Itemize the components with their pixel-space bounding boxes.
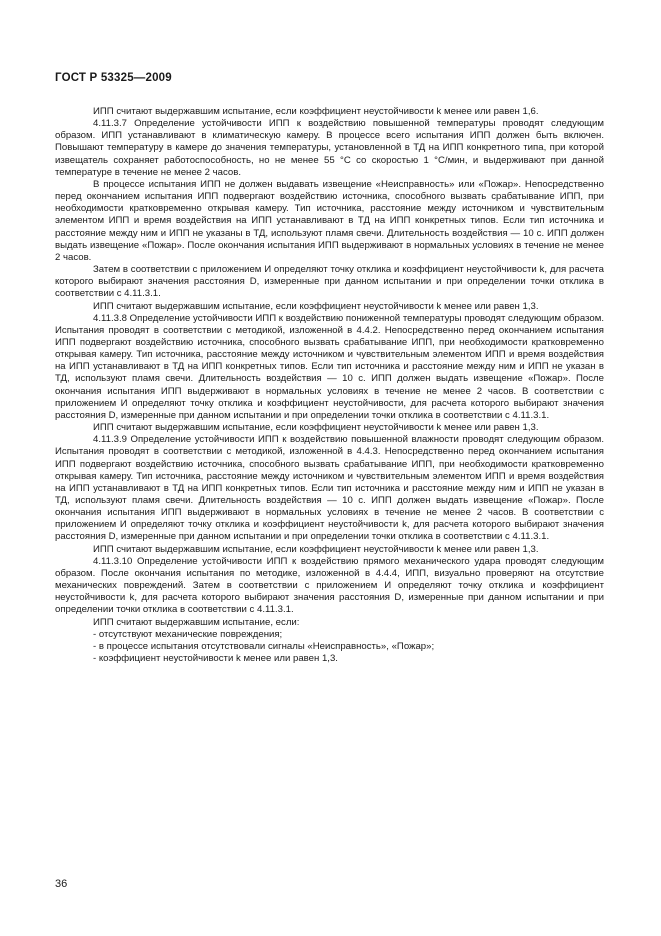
list-item: - в процессе испытания отсутствовали сигналы «Неисправность», «Пожар»; xyxy=(93,640,435,652)
paragraph: В процессе испытания ИПП не должен выдавать извещение «Неисправность» или «Пожар». Непосредственно перед окончанием испытания ИПП подвергают воздействию источника, способного вызвать срабатывание ИПП, при необходимости кратковременно открывая камеру. Тип источника, расстояние между источником и чувствительным элементом ИПП и время воздействия на ИПП устанавливают в ТД на ИПП конкретных типов. Если тип источника и расстояние между ним и ИПП не указаны в ТД, используют пламя свечи. Длительность воздействия — 10 с. ИПП должен выдать извещение «Пожар». После окончания испытания ИПП выдерживают в нормальных условиях в течение не менее 2 часов. xyxy=(55,178,604,263)
paragraph: 4.11.3.7 Определение устойчивости ИПП к воздействию повышенной температуры проводят следующим образом. ИПП устанавливают в климатическую камеру. В процессе всего испытания ИПП должен быть включен. Повышают температуру в камере до значения температуры, установленной в ТД на ИПП конкретного типа, при которой извещатель сохраняет работоспособность, но не менее 55 °С со скоростью 1 °С/мин, и выдерживают при данной температуре в течение не менее 2 часов. xyxy=(55,118,604,178)
page-number: 36 xyxy=(55,878,68,890)
document-body xyxy=(55,106,604,665)
paragraph: 4.11.3.9 Определение устойчивости ИПП к воздействию повышенной влажности проводят следующим образом. Испытания проводят в соответствии с методикой, изложенной в 4.4.3. Непосредственно перед окончанием испытания ИПП подвергают воздействию источника, способного вызвать срабатывание ИПП, при необходимости кратковременно открывая камеру. Тип источника, расстояние между источником и чувствительным элементом ИПП и время воздействия на ИПП устанавливают в ТД на ИПП конкретных типов. Если тип источника и расстояние между ним и ИПП не указан в ТД, используют пламя свечи. Длительность воздействия — 10 с. ИПП должен выдать извещение «Пожар». После окончания испытания ИПП выдерживают в нормальных условиях в течение не менее 2 часов. В соответствии с приложением И определяют точку отклика и коэффициент неустойчивости k, для расчета которого выбирают значения расстояния D, измеренные при данном испытании и при определении точки отклика в соответствии с 4.11.3.1. xyxy=(55,434,604,543)
list-item: - отсутствуют механические повреждения; xyxy=(93,628,283,640)
paragraph: ИПП считают выдержавшим испытание, если: xyxy=(93,616,300,628)
paragraph: ИПП считают выдержавшим испытание, если коэффициент неустойчивости k менее или равен 1,6. xyxy=(93,106,539,117)
paragraph: 4.11.3.10 Определение устойчивости ИПП к воздействию прямого механического удара проводят следующим образом. После окончания испытания по методике, изложенной в 4.4.4, ИПП, визуально проверяют на отсутствие механических повреждений. Затем в соответствии с приложением И определяют точку отклика и коэффициент неустойчивости k, для расчета которого выбирают значения расстояния D, измеренные при данном испытании и при определении точки отклика в соответствии с 4.11.3.1. xyxy=(55,555,604,616)
paragraph: ИПП считают выдержавшим испытание, если коэффициент неустойчивости k менее или равен 1,3. xyxy=(93,422,539,434)
paragraph: ИПП считают выдержавшим испытание, если коэффициент неустойчивости k менее или равен 1,3. xyxy=(93,300,539,312)
document-header: ГОСТ Р 53325—2009 xyxy=(55,72,172,84)
paragraph: Затем в соответствии с приложением И определяют точку отклика и коэффициент неустойчивости k, для расчета которого выбирают значения расстояния D, измеренные при данном испытании и при определении точки отклика в соответствии с 4.11.3.1. xyxy=(55,264,604,300)
paragraph: 4.11.3.8 Определение устойчивости ИПП к воздействию пониженной температуры проводят следующим образом. Испытания проводят в соответствии с методикой, изложенной в 4.4.2. Непосредственно перед окончанием испытания ИПП подвергают воздействию источника, способного вызвать срабатывание ИПП, при необходимости кратковременно открывая камеру. Тип источника, расстояние между источником и чувствительным элементом ИПП и время воздействия на ИПП устанавливают в ТД на ИПП конкретных типов. Если тип источника и расстояние между ним и ИПП не указан в ТД, используют пламя свечи. Длительность воздействия — 10 с. ИПП должен выдать извещение «Пожар». После окончания испытания ИПП выдерживают в нормальных условиях в течение не менее 2 часов. В соответствии с приложением И определяют точку отклика и коэффициент неустойчивости, для расчета которого выбирают значения расстояния D, измеренные при данном испытании и при определении точки отклика в соответствии с 4.11.3.1. xyxy=(55,312,604,421)
paragraph: ИПП считают выдержавшим испытание, если коэффициент неустойчивости k менее или равен 1,3. xyxy=(93,543,539,555)
list-item: - коэффициент неустойчивости k менее или равен 1,3. xyxy=(93,653,338,665)
